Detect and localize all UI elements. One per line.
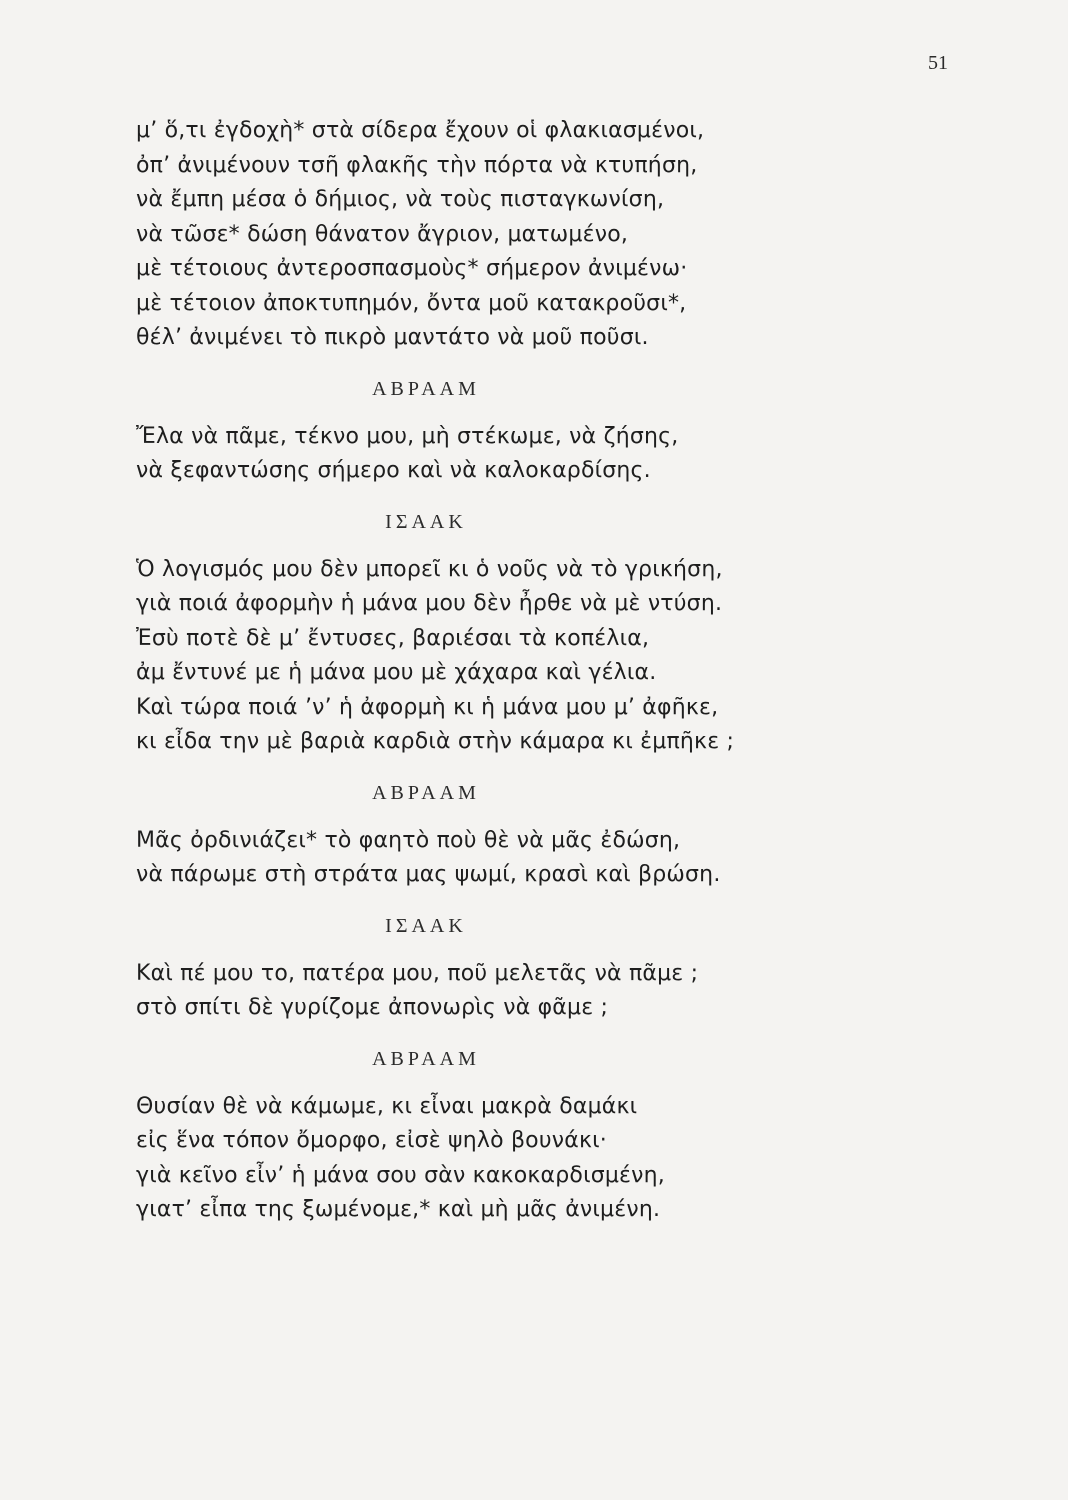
page-number: 51	[928, 52, 948, 74]
verse-line: Θυσίαν θὲ νὰ κάμωμε, κι εἶναι μακρὰ δαμάκι	[136, 1093, 638, 1119]
verse-line: γιὰ κεῖνο εἶν’ ἡ μάνα σου σὰν κακοκαρδισμένη,	[136, 1162, 665, 1188]
verse-line: Μᾶς ὀρδινιάζει* τὸ φαητὸ ποὺ θὲ νὰ μᾶς ἐδώση,	[136, 827, 681, 853]
verse-line: μ’ ὅ,τι ἐγδοχὴ* στὰ σίδερα ἔχουν οἱ φλακιασμένοι,	[136, 118, 705, 143]
verse-line: Ἔλα νὰ πᾶμε, τέκνο μου, μὴ στέκωμε, νὰ ζήσης,	[136, 423, 679, 449]
verse-line: κι εἶδα την μὲ βαριὰ καρδιὰ στὴν κάμαρα κι ἐμπῆκε ;	[136, 729, 735, 754]
speaker-name: ΙΣΑΑΚ	[385, 510, 467, 533]
verse-line: νὰ πάρωμε στὴ στράτα μας ψωμί, κρασὶ καὶ βρώση.	[136, 862, 721, 887]
verse-stanza	[136, 553, 936, 760]
speaker-name: ΑΒΡΑΑΜ	[372, 781, 480, 804]
verse-line: ἀμ ἔντυνέ με ἡ μάνα μου μὲ χάχαρα καὶ γέλια.	[136, 660, 657, 685]
verse-line: γιατ’ εἶπα της ξωμένομε,* καὶ μὴ μᾶς ἀνιμένη.	[136, 1197, 661, 1222]
verse-stanza	[136, 957, 936, 1026]
speaker-name: ΙΣΑΑΚ	[385, 914, 467, 937]
verse-line: νὰ ξεφαντώσης σήμερο καὶ νὰ καλοκαρδίσης.	[136, 458, 651, 483]
poem-text	[136, 114, 936, 1228]
verse-stanza	[136, 420, 936, 489]
verse-stanza	[136, 114, 936, 356]
speaker-name: ΑΒΡΑΑΜ	[372, 377, 480, 400]
verse-line: Καὶ τώρα ποιά ’ν’ ἡ ἀφορμὴ κι ἡ μάνα μου μ’ ἀφῆκε,	[136, 694, 719, 720]
verse-line: στὸ σπίτι δὲ γυρίζομε ἀπονωρὶς νὰ φᾶμε ;	[136, 995, 609, 1020]
verse-line: μὲ τέτοιους ἀντεροσπασμοὺς* σήμερον ἀνιμένω·	[136, 256, 688, 281]
verse-line: Καὶ πέ μου το, πατέρα μου, ποῦ μελετᾶς νὰ πᾶμε ;	[136, 960, 699, 986]
verse-line: μὲ τέτοιον ἀποκτυπημόν, ὄντα μοῦ κατακροῦσι*,	[136, 290, 687, 316]
verse-line: γιὰ ποιά ἀφορμὴν ἡ μάνα μου δὲν ἦρθε νὰ μὲ ντύση.	[136, 591, 723, 616]
verse-line: θέλ’ ἀνιμένει τὸ πικρὸ μαντάτο νὰ μοῦ ποῦσι.	[136, 325, 649, 350]
verse-line: νὰ τῶσε* δώση θάνατον ἄγριον, ματωμένο,	[136, 221, 629, 247]
verse-line: εἰς ἕνα τόπον ὄμορφο, εἰσὲ ψηλὸ βουνάκι·	[136, 1128, 607, 1153]
verse-line: νὰ ἔμπη μέσα ὁ δήμιος, νὰ τοὺς πισταγκωνίση,	[136, 187, 665, 212]
speaker-name: ΑΒΡΑΑΜ	[372, 1047, 480, 1070]
verse-line: Ἐσὺ ποτὲ δὲ μ’ ἔντυσες, βαριέσαι τὰ κοπέλια,	[136, 625, 650, 651]
verse-line: ὀπ’ ἀνιμένουν τσῆ φλακῆς τὴν πόρτα νὰ κτυπήση,	[136, 152, 698, 178]
verse-line: Ὁ λογισμός μου δὲν μπορεῖ κι ὁ νοῦς νὰ τὸ γρικήση,	[136, 556, 723, 582]
verse-stanza	[136, 824, 936, 893]
verse-stanza	[136, 1090, 936, 1228]
